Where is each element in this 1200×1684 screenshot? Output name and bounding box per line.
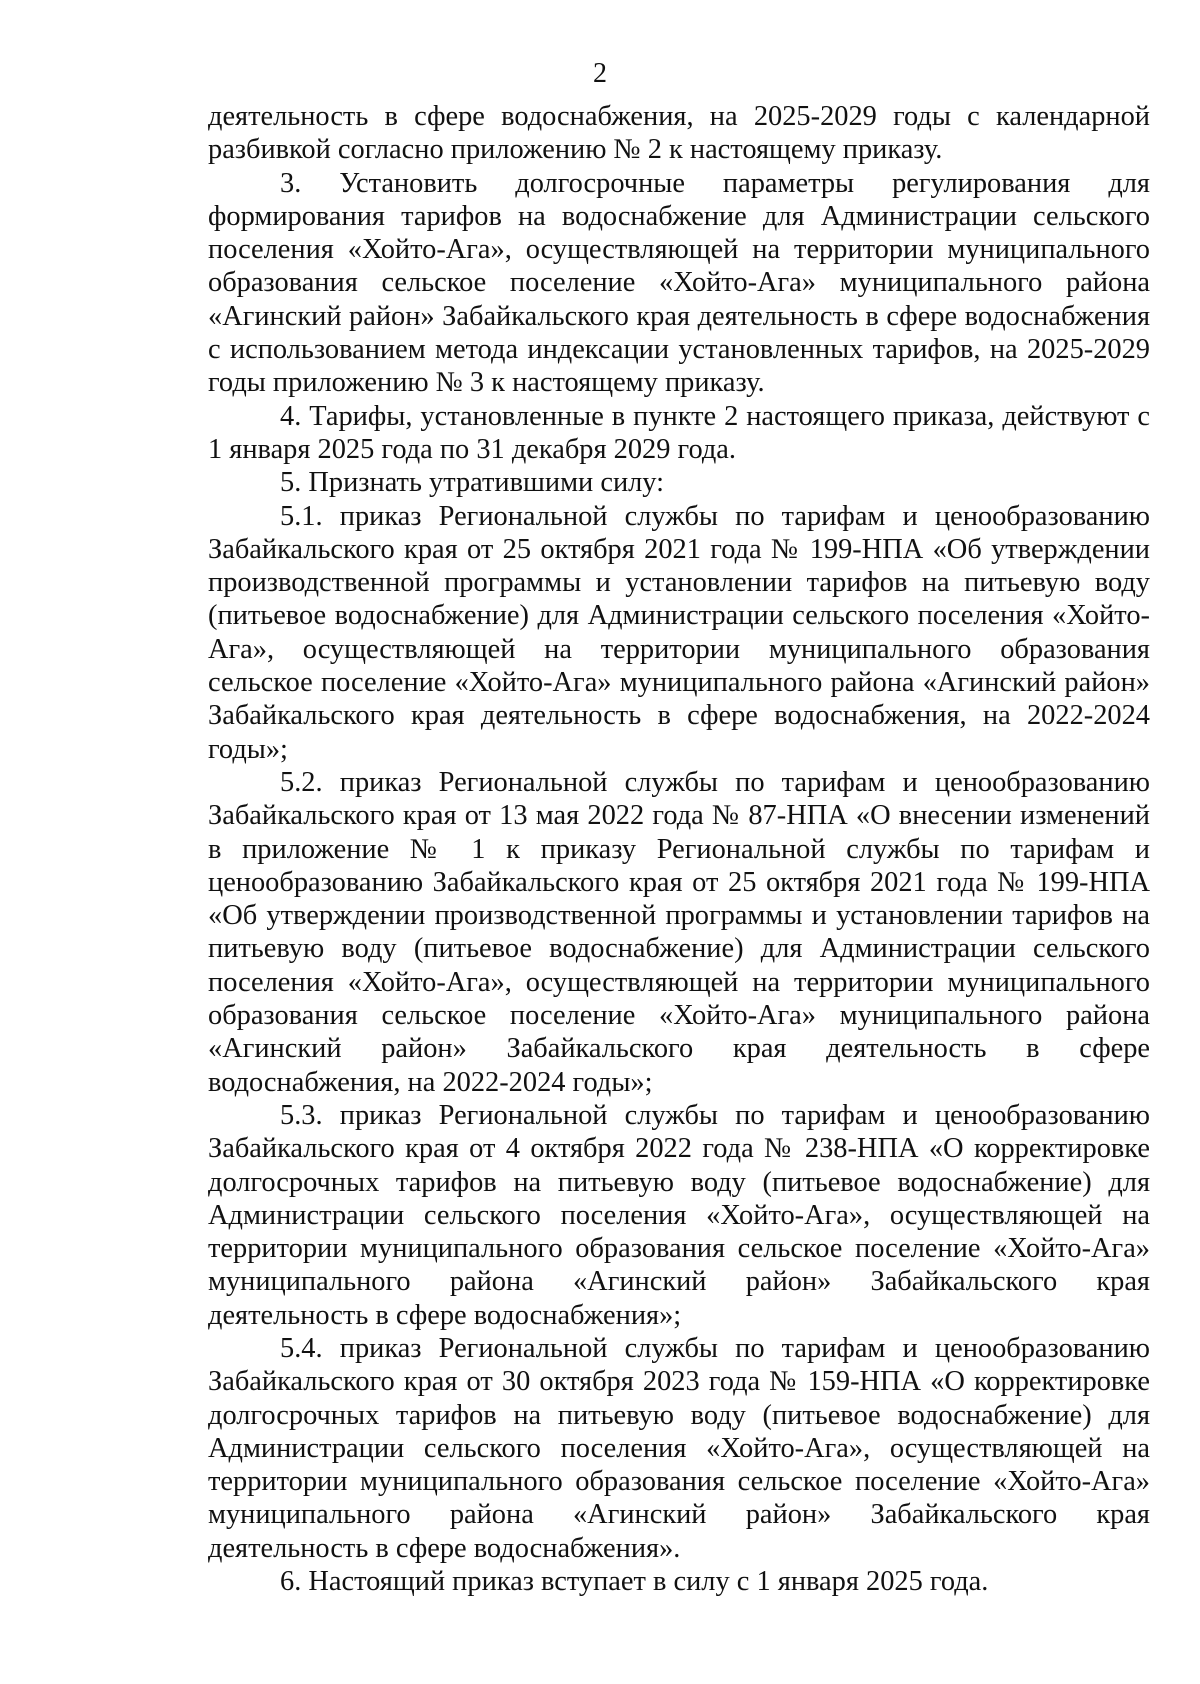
paragraph-continuation: деятельность в сфере водоснабжения, на 2025-2029 годы с календарной разбивкой согласно приложению № 2 к настоящему приказу. [208,101,1150,166]
paragraph-item-5-2: 5.2. приказ Региональной службы по тарифам и ценообразованию Забайкальского края от 13 мая 2022 года № 87-НПА «О внесении изменений в приложение № 1 к приказу Региональной службы по тарифам и ценообразованию Забайкальского края от 25 октября 2021 года № 199-НПА «Об утверждении производственной программы и установлении тарифов на питьевую воду (питьевое водоснабжение) для Администрации сельского поселения «Хойто-Ага», осуществляющей на территории муниципального образования сельское поселение «Хойто-Ага» муниципального района «Агинский район» Забайкальского края деятельность в сфере водоснабжения, на 2022-2024 годы»; [208,766,1150,1098]
page-number: 2 [593,58,607,89]
paragraph-item-5-3: 5.3. приказ Региональной службы по тарифам и ценообразованию Забайкальского края от 4 октября 2022 года № 238-НПА «О корректировке долгосрочных тарифов на питьевую воду (питьевое водоснабжение) для Администрации сельского поселения «Хойто-Ага», осуществляющей на территории муниципального образования сельское поселение «Хойто-Ага» муниципального района «Агинский район» Забайкальского края деятельность в сфере водоснабжения»; [208,1099,1150,1331]
paragraph-item-3: 3. Установить долгосрочные параметры регулирования для формирования тарифов на водоснабжение для Администрации сельского поселения «Хойто-Ага», осуществляющей на территории муниципального образования сельское поселение «Хойто-Ага» муниципального района «Агинский район» Забайкальского края деятельность в сфере водоснабжения с использованием метода индексации установленных тарифов, на 2025-2029 годы приложению № 3 к настоящему приказу. [208,167,1150,399]
paragraph-item-5-1: 5.1. приказ Региональной службы по тарифам и ценообразованию Забайкальского края от 25 октября 2021 года № 199-НПА «Об утверждении производственной программы и установлении тарифов на питьевую воду (питьевое водоснабжение) для Администрации сельского поселения «Хойто-Ага», осуществляющей на территории муниципального образования сельское поселение «Хойто-Ага» муниципального района «Агинский район» Забайкальского края деятельность в сфере водоснабжения, на 2022-2024 годы»; [208,500,1150,765]
paragraph-item-4: 4. Тарифы, установленные в пункте 2 настоящего приказа, действуют с 1 января 2025 года по 31 декабря 2029 года. [208,400,1150,465]
paragraph-item-6: 6. Настоящий приказ вступает в силу с 1 января 2025 года. [280,1566,989,1598]
document-body [208,100,1150,1598]
paragraph-item-5-4: 5.4. приказ Региональной службы по тарифам и ценообразованию Забайкальского края от 30 октября 2023 года № 159-НПА «О корректировке долгосрочных тарифов на питьевую воду (питьевое водоснабжение) для Администрации сельского поселения «Хойто-Ага», осуществляющей на территории муниципального образования сельское поселение «Хойто-Ага» муниципального района «Агинский район» Забайкальского края деятельность в сфере водоснабжения». [208,1332,1150,1564]
paragraph-item-5: 5. Признать утратившими силу: [280,467,665,499]
